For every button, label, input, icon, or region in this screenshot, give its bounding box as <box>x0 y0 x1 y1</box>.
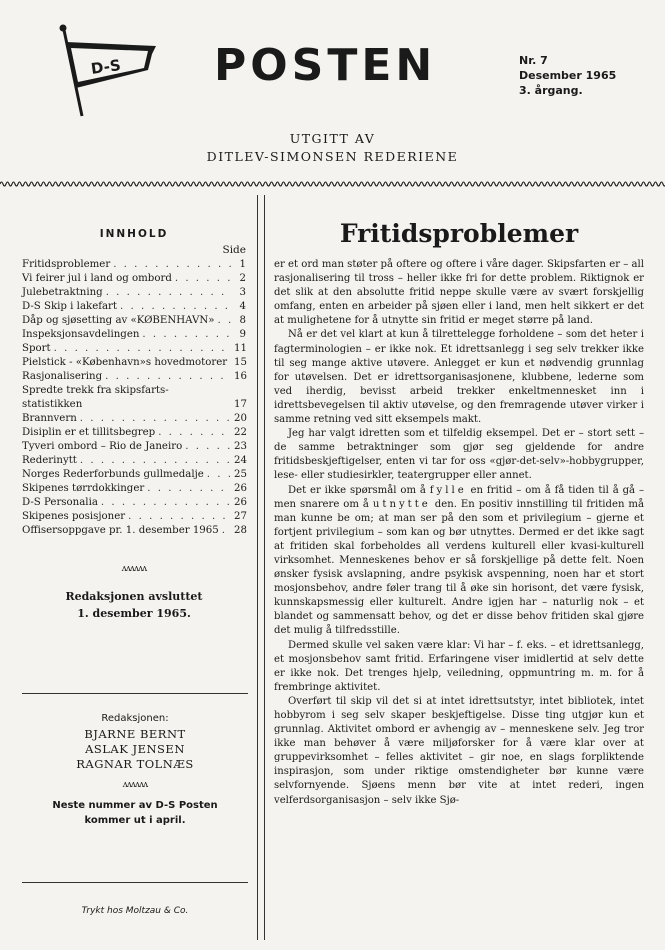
toc-item <box>22 286 246 300</box>
paragraph-part: en fritid – om å få tiden til å gå – men snarere om å <box>274 484 644 510</box>
toc-item-title: Skipenes tørrdokkinger <box>22 483 145 494</box>
toc-item <box>22 454 246 468</box>
flag-text: D-S <box>89 56 122 78</box>
toc-item-page: 15 <box>234 357 247 368</box>
toc-item-title: Rasjonalisering <box>22 371 103 382</box>
toc-item-page: 24 <box>234 455 247 466</box>
toc-leader-dots <box>218 314 231 328</box>
publisher-line2: DITLEV-SIMONSEN REDERIENE <box>206 149 459 164</box>
contents-column <box>22 228 246 622</box>
toc-item <box>22 342 246 356</box>
toc-item-title: Inspeksjonsavdelingen <box>22 329 140 340</box>
toc-item <box>22 440 246 454</box>
closing-line2: 1. desember 1965. <box>77 607 191 620</box>
next-issue-line1: Neste nummer av D-S Posten <box>52 800 218 811</box>
toc-item-page: 9 <box>239 329 246 340</box>
toc-item-title: Disiplin er et tillitsbegrep <box>22 427 156 438</box>
toc-item <box>22 328 246 342</box>
toc-item-title: Dåp og sjøsetting av «KØBENHAVN» <box>22 315 215 326</box>
issue-number: Nr. 7 <box>519 54 548 67</box>
toc-item-page: 8 <box>239 315 246 326</box>
article-title: Fritidsproblemer <box>339 219 579 248</box>
toc-item <box>22 272 246 286</box>
issue-volume: 3. årgang. <box>519 84 583 97</box>
paragraph: Dermed skulle vel saken være klar: Vi har – f. eks. – et idrettsanlegg, et mosjonsbehov samt fritid. Erfaringene viser imidlertid at selv dette er ikke nok. Det trenges hjelp, veiledning, oppmuntring m. m. for å frembringe aktivitet. <box>274 639 644 693</box>
publisher-line1: UTGITT AV <box>289 131 376 146</box>
article-body <box>274 258 644 808</box>
paragraph: Overført til skip vil det si at intet idrettsutstyr, intet bibliotek, intet hobbyrom i seg selv skaper beskjeftigelse. Disse ting utgjør kun et grunnlag. Aktivitet ombord er avhengig av – menneskene selv. Jeg tror ikke man behøver å være miljøforsker for å være klar over at gruppevirksomhet – felles aktivitet – gir noe, en slags forpliktende inspirasjon, som under riktige omstendigheter bør kunne være selvfornyende. Sjøens menn bør vite at intet rederi, ingen velferdsorganisasjon – selv ikke Sjø- <box>274 695 644 806</box>
paragraph-part: den. En positiv innstilling til fritiden må man kunne be om; at man ser på den som et privilegium – gjerne et fortjent privilegium – som kan og bør utnyttes. Dermed er det ikke sagt at fritiden skal forbeholdes all verdens kulturell eller kvasi-kulturell virksomhet. Menneskenes behov er så forskjellige på dette felt. Noen ønsker fysisk avslapning, andre psykisk avspenning, noen har et stort mosjonsbehov, andre føler trang til å øke sin horisont, det være fysisk, kunnskapsmessig eller kulturelt. Andre igjen har – naturlig nok – et blandet og sammensatt behov, og det er disse behov fritiden skal gjøre det mulig å tilfredsstille. <box>274 498 645 637</box>
toc-item-page: 26 <box>234 483 247 494</box>
toc-item-page: 11 <box>234 343 247 354</box>
toc-item-page: 25 <box>234 469 247 480</box>
issue-info <box>519 53 616 98</box>
toc-item-page: 16 <box>234 371 247 382</box>
toc-leader-dots <box>54 342 231 356</box>
toc-leader-dots <box>128 510 231 524</box>
toc-item-title: D-S Personalia <box>22 497 98 508</box>
toc-leader-dots <box>105 370 231 384</box>
toc-item-title: Tyveri ombord – Rio de Janeiro <box>22 441 183 452</box>
issue-date: Desember 1965 <box>519 69 617 82</box>
ds-flag-logo <box>52 18 162 118</box>
closing-line1: Redaksjonen avsluttet <box>65 590 203 603</box>
toc-item-title: D-S Skip i lakefart <box>22 301 118 312</box>
toc-item-page: 17 <box>234 399 247 410</box>
toc-item-page: 26 <box>234 497 247 508</box>
toc-item-title: Julebetraktning <box>22 287 103 298</box>
ornament: ʌʌʌʌʌʌ <box>122 780 148 790</box>
toc-item <box>22 510 246 524</box>
paragraph: er et ord man støter på oftere og oftere i våre dager. Skipsfarten er – all rasjonalisering til tross – heller ikke fri for dette problem. Riktignok er det slik at den absolutte fritid neppe skulle være av svært forskjellig omfang, enten en arbeider på sjøen eller i land, men helt sikkert er det at mulighetene for å utnytte sin fritid er meget større på land. <box>274 259 644 327</box>
toc-leader-dots <box>147 482 231 496</box>
toc-item <box>22 426 246 440</box>
paragraph <box>274 484 644 639</box>
publisher <box>0 130 665 166</box>
toc-item <box>22 384 246 412</box>
editor-name: ASLAK JENSEN <box>85 742 185 756</box>
emphasis-text: utnytte <box>372 498 431 510</box>
toc-item <box>22 370 246 384</box>
masthead: POSTEN <box>214 40 437 91</box>
paragraph-part: Det er ikke spørsmål om å <box>288 484 426 496</box>
toc-item-page: 3 <box>239 287 246 298</box>
toc-leader-dots <box>222 524 231 538</box>
printer-credit: Trykt hos Moltzau & Co. <box>81 906 189 916</box>
toc-item-page: 27 <box>234 511 247 522</box>
toc-leader-dots <box>106 286 231 300</box>
toc-leader-dots <box>185 440 231 454</box>
article <box>274 218 644 808</box>
toc-item-page: 23 <box>234 441 247 452</box>
editor-names <box>22 727 248 772</box>
toc-leader-dots <box>113 258 231 272</box>
next-issue-note <box>22 798 248 828</box>
toc-page-label: Side <box>222 244 246 256</box>
ornament: ʌʌʌʌʌʌ <box>121 564 147 574</box>
toc-list <box>22 258 246 538</box>
toc-heading: INNHOLD <box>99 228 169 240</box>
column-divider <box>257 195 265 940</box>
toc-item <box>22 524 246 538</box>
left-divider-bottom <box>22 882 248 883</box>
toc-leader-dots <box>80 454 231 468</box>
toc-item-title: Offisersoppgave pr. 1. desember 1965 <box>22 525 219 536</box>
toc-item-title: Vi feirer jul i land og ombord <box>22 273 172 284</box>
toc-item <box>22 468 246 482</box>
toc-leader-dots <box>230 356 231 370</box>
toc-item-title: Brannvern <box>22 413 77 424</box>
paragraph: Nå er det vel klart at kun å tilrettelegge forholdene – som det heter i fagterminologien – er ikke nok. Et idrettsanlegg i seg selv trekker ikke til seg mange aktive utøvere. Anlegget er kun et nødvendig grunnlag for utøvelsen. Det er idrettsorganisasjonene, klubbene, lederne som ved iherdig, bevisst arbeid trekker enkeltmennesket inn i idrettsbevegelsen til aktiv utøvelse, og den fremragende utøver virker i samme retning ved sitt eksempels makt. <box>274 329 644 426</box>
editor-name: RAGNAR TOLNÆS <box>76 757 194 771</box>
toc-item <box>22 300 246 314</box>
toc-item <box>22 496 246 510</box>
toc-leader-dots <box>101 496 231 510</box>
toc-item <box>22 314 246 328</box>
toc-leader-dots <box>80 412 231 426</box>
toc-item-title: Sport <box>22 343 51 354</box>
toc-leader-dots <box>207 468 231 482</box>
toc-leader-dots <box>120 300 231 314</box>
toc-item-page: 20 <box>234 413 247 424</box>
left-divider-top <box>22 693 248 694</box>
toc-item <box>22 356 246 370</box>
editors-label: Redaksjonen: <box>101 713 169 724</box>
toc-item-title: Norges Rederforbunds gullmedalje <box>22 469 204 480</box>
next-issue-line2: kommer ut i april. <box>84 815 186 826</box>
toc-leader-dots <box>175 272 231 286</box>
toc-item-title: Spredte trekk fra skipsfarts-statistikken <box>22 385 169 410</box>
toc-item-page: 1 <box>239 259 246 270</box>
toc-item-title: Skipenes posisjoner <box>22 511 126 522</box>
closing-note <box>22 588 246 622</box>
paragraph: Jeg har valgt idretten som et tilfeldig eksempel. Det er – stort sett – de samme betraktninger som gjør seg gjeldende for andre fritidsbeskjeftigelser, enten vi tar for oss «gjør-det-selv»-hobbygrupper, lese- eller studiesirkler, teatergrupper eller annet. <box>274 428 644 482</box>
toc-item-title: Fritidsproblemer <box>22 259 111 270</box>
editor-name: BJARNE BERNT <box>84 727 186 741</box>
toc-item-title: Pielstick - «København»s hovedmotorer <box>22 357 228 368</box>
toc-item-page: 2 <box>239 273 246 284</box>
toc-leader-dots <box>142 328 231 342</box>
toc-item-page: 28 <box>234 525 247 536</box>
toc-item-page: 4 <box>239 301 246 312</box>
toc-item <box>22 482 246 496</box>
toc-item <box>22 258 246 272</box>
wavy-divider <box>0 176 665 192</box>
toc-item-page: 22 <box>234 427 247 438</box>
toc-leader-dots <box>158 426 231 440</box>
toc-item-title: Rederinytt <box>22 455 77 466</box>
editors-box <box>22 713 248 828</box>
toc-item <box>22 412 246 426</box>
emphasis-text: fylle <box>429 484 467 496</box>
